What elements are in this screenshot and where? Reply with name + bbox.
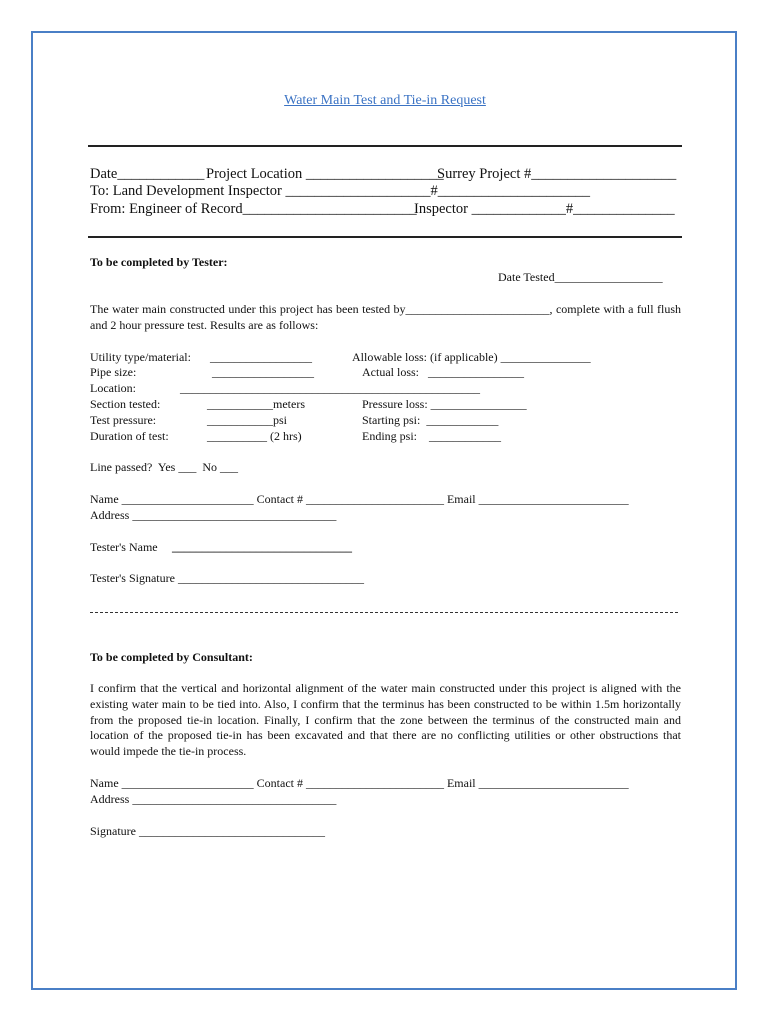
inspector-field[interactable]: Inspector _____________#______________ [414,201,675,217]
testers-signature-field[interactable]: Tester's Signature _______________________________ [90,571,364,585]
actual-loss-field[interactable]: Actual loss: ________________ [362,365,524,379]
section-tested-label: Section tested: [90,397,161,411]
utility-type-label: Utility type/material: [90,350,191,364]
pipe-size-field[interactable]: _________________ [212,365,314,379]
consultant-section-heading: To be completed by Consultant: [90,650,253,664]
duration-field[interactable]: __________ (2 hrs) [207,429,302,443]
pressure-loss-field[interactable]: Pressure loss: ________________ [362,397,527,411]
test-pressure-label: Test pressure: [90,413,157,427]
date-field[interactable]: Date____________ [90,166,205,182]
testers-name-label: Tester's Name [90,540,158,554]
date-tested-field[interactable]: Date Tested__________________ [498,270,663,284]
engineer-of-record-field[interactable]: From: Engineer of Record________________________ [90,201,417,217]
test-pressure-field[interactable]: ___________psi [207,413,288,427]
location-field[interactable]: __________________________________________________ [180,381,480,395]
consultant-paragraph: I confirm that the vertical and horizontal alignment of the water main constructed under this project is aligned with the existing water main to be tied into. Also, I confirm that the terminus has been constructed to be within 1.5m horizontally from the proposed tie-in location. Finally, I confirm that the zone between the terminus of the constructed main and location of the proposed tie-in has been excavated and that there are no conflicting utilities or other obstructions that would impede the tie-in process. [90,681,681,759]
line-passed-field[interactable]: Line passed? Yes ___ No ___ [90,460,238,474]
pipe-size-label: Pipe size: [90,365,137,379]
section-divider [90,612,678,613]
allowable-loss-field[interactable]: Allowable loss: (if applicable) _______________ [352,350,591,364]
section-tested-field[interactable]: ___________meters [207,397,305,411]
duration-label: Duration of test: [90,429,169,443]
consultant-address-field[interactable]: Address __________________________________ [90,792,337,806]
land-development-inspector-field[interactable]: To: Land Development Inspector ____________________#_____________________ [90,183,590,199]
location-label: Location: [90,381,136,395]
top-rule [88,145,682,147]
starting-psi-field[interactable]: Starting psi: ____________ [362,413,499,427]
ending-psi-field[interactable]: Ending psi: ____________ [362,429,502,443]
consultant-name-contact-email-line[interactable]: Name ______________________ Contact # _______________________ Email _________________________ [90,776,629,790]
project-location-field[interactable]: Project Location ___________________ [206,166,444,182]
tester-section-heading: To be completed by Tester: [90,255,228,269]
consultant-signature-field[interactable]: Signature _______________________________ [90,824,325,838]
tester-address-field[interactable]: Address __________________________________ [90,508,337,522]
utility-type-field[interactable]: _________________ [210,350,312,364]
header-bottom-rule [88,236,682,238]
tester-paragraph: The water main constructed under this project has been tested by________________________, complete with a full flush and 2 hour pressure test. Results are as follows: [90,302,681,332]
tester-name-contact-email-line[interactable]: Name ______________________ Contact # _______________________ Email _________________________ [90,492,629,506]
testers-name-field[interactable]: ______________________________ [172,540,352,554]
document-title: Water Main Test and Tie-in Request [284,93,486,108]
surrey-project-field[interactable]: Surrey Project #____________________ [437,166,677,182]
